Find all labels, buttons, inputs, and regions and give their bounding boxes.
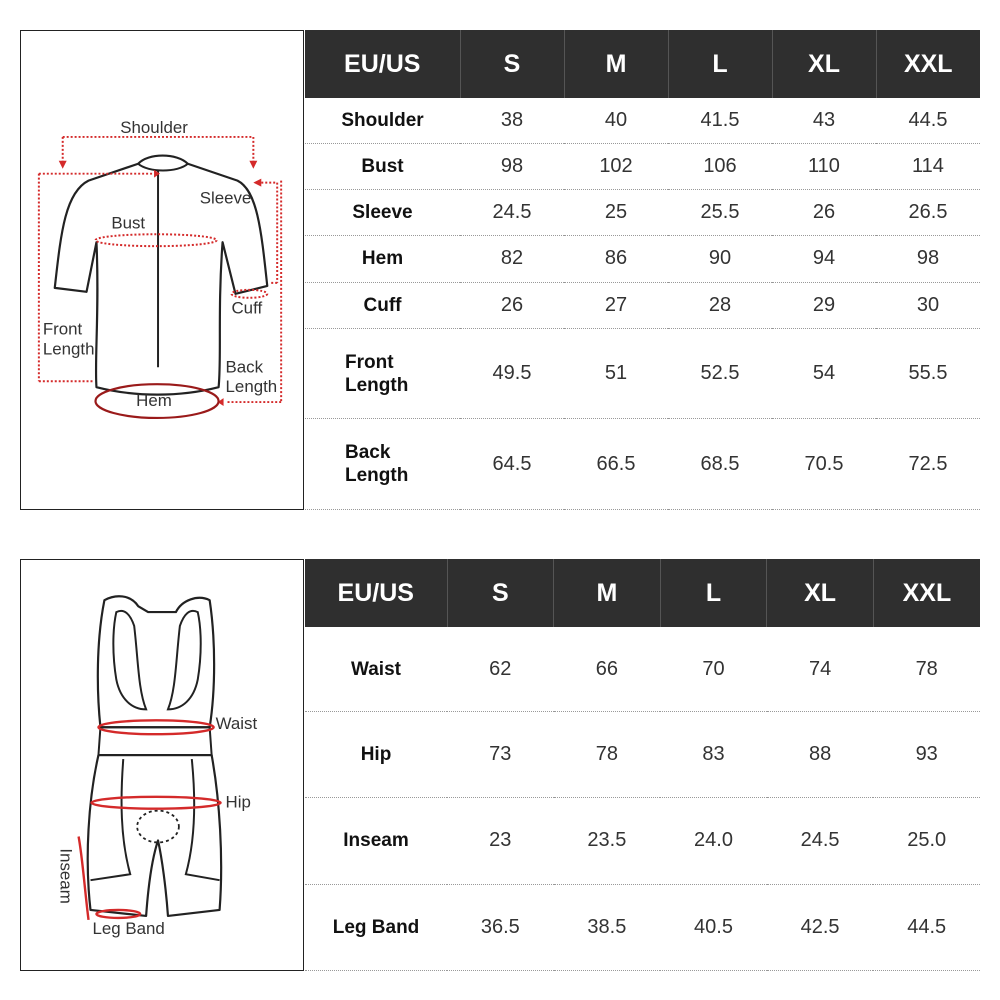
- row-label-line: Front: [345, 351, 394, 373]
- header-size-xl: XL: [772, 30, 876, 98]
- bib-diagram: [20, 559, 304, 971]
- label-leg-band: Leg Band: [92, 918, 165, 938]
- table-row: [305, 328, 980, 419]
- row-label-inseam: Inseam: [305, 798, 447, 884]
- table-row: [305, 282, 980, 328]
- label-front-length-1: Front: [42, 319, 83, 339]
- bib-shorts-outline: [88, 755, 221, 916]
- bib-svg: [21, 560, 303, 970]
- cell: 43: [772, 98, 876, 143]
- cell: 40.5: [660, 884, 767, 970]
- cell: 49.5: [460, 328, 564, 419]
- jersey-collar: [138, 164, 188, 171]
- header-size-m: M: [554, 559, 661, 627]
- cell: 36.5: [447, 884, 554, 970]
- row-label-bust: Bust: [305, 143, 460, 189]
- cell: 88: [767, 712, 874, 798]
- label-front-length-2: Length: [42, 339, 95, 359]
- chamois-pad-icon: [137, 811, 179, 843]
- cell: 66.5: [564, 419, 668, 510]
- table-row: [305, 143, 980, 189]
- bib-strap-inner-left: [113, 611, 146, 710]
- cell: 72.5: [876, 419, 980, 510]
- bust-measure: [95, 234, 216, 246]
- row-label-sleeve: Sleeve: [305, 190, 460, 236]
- header-size-xxl: XXL: [876, 30, 980, 98]
- label-waist: Waist: [215, 714, 258, 734]
- cell: 38.5: [554, 884, 661, 970]
- label-back-length-2: Length: [225, 377, 278, 397]
- header-eu-us: EU/US: [305, 559, 447, 627]
- cell: 51: [564, 328, 668, 419]
- shoulder-measure: [63, 137, 254, 165]
- table-row: [305, 627, 980, 712]
- cell: 93: [873, 712, 980, 798]
- row-label-hem: Hem: [305, 236, 460, 282]
- label-cuff: Cuff: [231, 298, 263, 318]
- header-size-xxl: XXL: [873, 559, 980, 627]
- bib-seam-left: [91, 759, 131, 880]
- cell: 74: [767, 627, 874, 712]
- label-sleeve: Sleeve: [199, 188, 252, 208]
- cell: 78: [554, 712, 661, 798]
- row-label-line: Back: [345, 442, 391, 464]
- cell: 102: [564, 143, 668, 189]
- sleeve-arrow: [253, 179, 261, 187]
- cell: 42.5: [767, 884, 874, 970]
- cell: 26: [460, 282, 564, 328]
- row-label-line: Length: [345, 374, 409, 396]
- shoulder-arrow-left: [59, 161, 67, 169]
- label-bust: Bust: [111, 213, 146, 233]
- cell: 26.5: [876, 190, 980, 236]
- row-label-cuff: Cuff: [305, 282, 460, 328]
- cell: 82: [460, 236, 564, 282]
- bib-header-row: [305, 559, 980, 627]
- jersey-size-table: [305, 30, 980, 510]
- row-label-back-length: [305, 419, 460, 510]
- cell: 41.5: [668, 98, 772, 143]
- table-row: [305, 712, 980, 798]
- cell: 29: [772, 282, 876, 328]
- cell: 66: [554, 627, 661, 712]
- cell: 70.5: [772, 419, 876, 510]
- header-size-s: S: [447, 559, 554, 627]
- cell: 55.5: [876, 328, 980, 419]
- cell: 25.0: [873, 798, 980, 884]
- table-row: [305, 190, 980, 236]
- cell: 52.5: [668, 328, 772, 419]
- cell: 54: [772, 328, 876, 419]
- cell: 44.5: [873, 884, 980, 970]
- table-row: [305, 98, 980, 143]
- label-inseam: Inseam: [56, 848, 76, 904]
- jersey-svg: [21, 31, 303, 509]
- cell: 110: [772, 143, 876, 189]
- cell: 25: [564, 190, 668, 236]
- row-label-line: Length: [345, 465, 409, 487]
- cell: 44.5: [876, 98, 980, 143]
- jersey-header-row: [305, 30, 980, 98]
- row-label-shoulder: Shoulder: [305, 98, 460, 143]
- cell: 23: [447, 798, 554, 884]
- cell: 70: [660, 627, 767, 712]
- cell: 73: [447, 712, 554, 798]
- cell: 38: [460, 98, 564, 143]
- header-size-xl: XL: [767, 559, 874, 627]
- header-size-s: S: [460, 30, 564, 98]
- header-eu-us: EU/US: [305, 30, 460, 98]
- cell: 27: [564, 282, 668, 328]
- cell: 68.5: [668, 419, 772, 510]
- bib-strap-inner-right: [168, 611, 201, 710]
- row-label-hip: Hip: [305, 712, 447, 798]
- row-label-waist: Waist: [305, 627, 447, 712]
- cell: 62: [447, 627, 554, 712]
- header-size-l: L: [668, 30, 772, 98]
- bib-size-table: [305, 559, 980, 971]
- table-row: [305, 798, 980, 884]
- cell: 98: [876, 236, 980, 282]
- cell: 64.5: [460, 419, 564, 510]
- cell: 25.5: [668, 190, 772, 236]
- cell: 86: [564, 236, 668, 282]
- cell: 30: [876, 282, 980, 328]
- cell: 98: [460, 143, 564, 189]
- jersey-diagram: [20, 30, 304, 510]
- cell: 94: [772, 236, 876, 282]
- cell: 106: [668, 143, 772, 189]
- label-back-length-1: Back: [225, 357, 264, 377]
- cell: 78: [873, 627, 980, 712]
- cell: 23.5: [554, 798, 661, 884]
- cell: 114: [876, 143, 980, 189]
- label-shoulder: Shoulder: [120, 117, 188, 137]
- table-row: [305, 419, 980, 510]
- shoulder-arrow-right: [249, 161, 257, 169]
- label-hem: Hem: [136, 391, 172, 411]
- hip-measure: [92, 797, 221, 809]
- table-row: [305, 884, 980, 970]
- header-size-l: L: [660, 559, 767, 627]
- cell: 28: [668, 282, 772, 328]
- cell: 24.0: [660, 798, 767, 884]
- row-label-front-length: [305, 328, 460, 419]
- cell: 24.5: [767, 798, 874, 884]
- label-hip: Hip: [225, 792, 251, 812]
- cell: 90: [668, 236, 772, 282]
- header-size-m: M: [564, 30, 668, 98]
- cell: 83: [660, 712, 767, 798]
- cell: 40: [564, 98, 668, 143]
- row-label-leg-band: Leg Band: [305, 884, 447, 970]
- cell: 24.5: [460, 190, 564, 236]
- table-row: [305, 236, 980, 282]
- cell: 26: [772, 190, 876, 236]
